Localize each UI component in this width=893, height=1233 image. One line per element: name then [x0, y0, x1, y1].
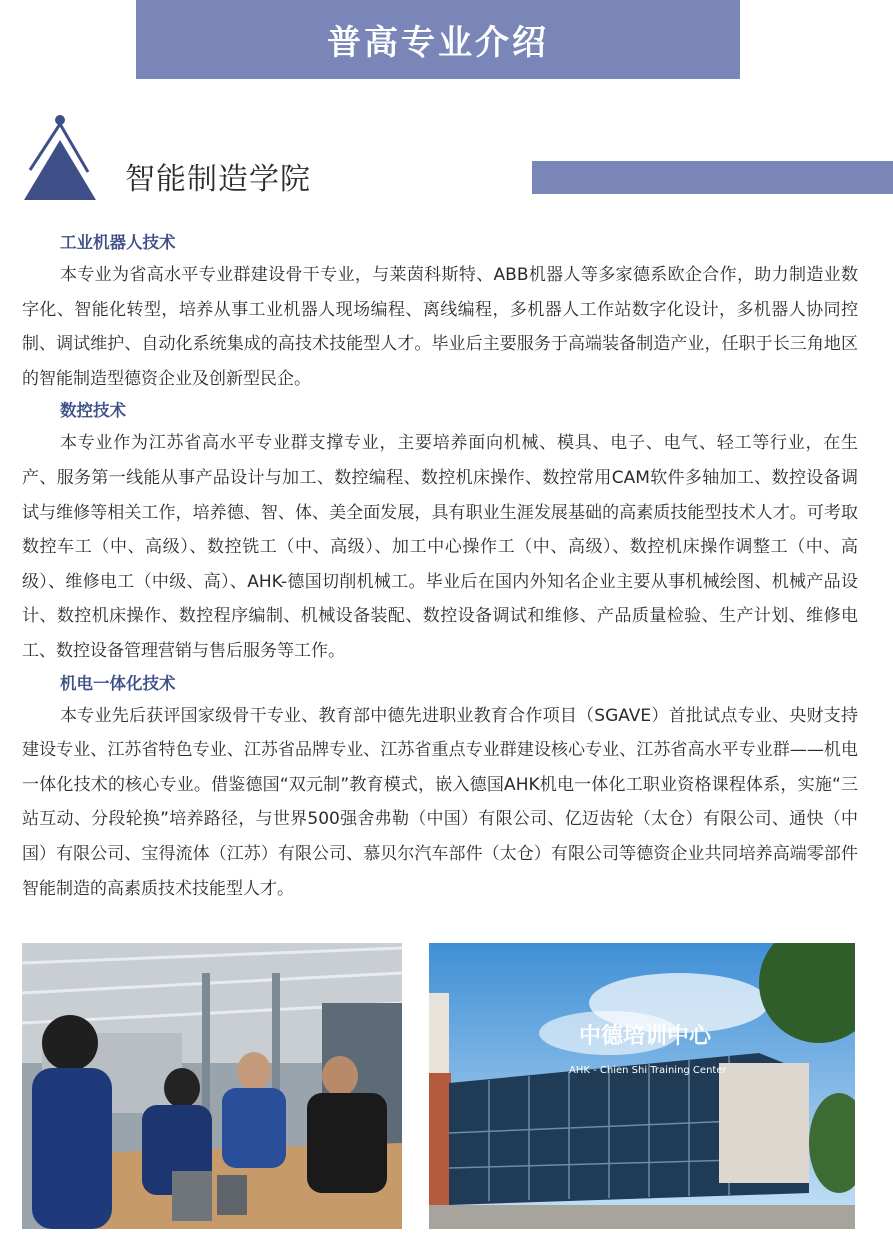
triangle-logo-icon: [22, 112, 100, 202]
major-heading: 工业机器人技术: [60, 233, 176, 252]
decorative-bar: [532, 161, 893, 194]
header-banner: [136, 0, 740, 79]
majors-list: [22, 228, 858, 906]
section-title: 智能制造学院: [125, 162, 311, 197]
building-sign: 中德培训中心: [579, 1024, 712, 1049]
major-section: [22, 669, 858, 907]
major-heading: 机电一体化技术: [60, 673, 176, 693]
major-section: [22, 228, 858, 396]
major-description: 本专业作为江苏省高水平专业群支撑专业，主要培养面向机械、模具、电子、电气、轻工等行业，在生产、服务第一线能从事产品设计与加工、数控编程、数控机床操作、数控常用CAM软件多轴加工、数控设备调试与维修等相关工作，培养德、智、体、美全面发展，具有职业生涯发展基础的高素质技能型技术人才。可考取数控车工（中、高级）、数控铣工（中、高级）、加工中心操作工（中、高级）、数控机床操作调整工（中、高级）、维修电工（中级、高）、AHK-德国切削机械工。毕业后在国内外知名企业主要从事机械绘图、机械产品设计、数控机床操作、数控程序编制、机械设备装配、数控设备调试和维修、产品质量检验、生产计划、维修电工、数控设备管理营销与售后服务等工作。: [22, 433, 858, 661]
major-section: [22, 396, 858, 668]
major-heading: 数控技术: [60, 401, 126, 421]
page-title: 普高专业介绍: [327, 23, 549, 63]
building-sign-en: AHK - Chien Shi Training Center: [569, 1065, 727, 1076]
workshop-photo: [22, 943, 402, 1229]
major-description: 本专业为省高水平专业群建设骨干专业，与莱茵科斯特、ABB机器人等多家德系欧企合作，助力制造业数字化、智能化转型，培养从事工业机器人现场编程、离线编程，多机器人工作站数字化设计，多机器人协同控制、调试维护、自动化系统集成的高技术技能型人才。毕业后主要服务于高端装备制造产业，任职于长三角地区的智能制造型德资企业及创新型民企。: [22, 265, 858, 389]
training-center-photo: [429, 943, 855, 1229]
major-description: 本专业先后获评国家级骨干专业、教育部中德先进职业教育合作项目（SGAVE）首批试点专业、央财支持建设专业、江苏省特色专业、江苏省品牌专业、江苏省重点专业群建设核心专业、江苏省高水平专业群——机电一体化技术的核心专业。借鉴德国“双元制”教育模式，嵌入德国AHK机电一体化工职业资格课程体系，实施“三站互动、分段轮换”培养路径，与世界500强舍弗勒（中国）有限公司、亿迈齿轮（太仓）有限公司、通快（中国）有限公司、宝得流体（江苏）有限公司、慕贝尔汽车部件（太仓）有限公司等德资企业共同培养高端零部件智能制造的高素质技术技能型人才。: [22, 705, 858, 899]
